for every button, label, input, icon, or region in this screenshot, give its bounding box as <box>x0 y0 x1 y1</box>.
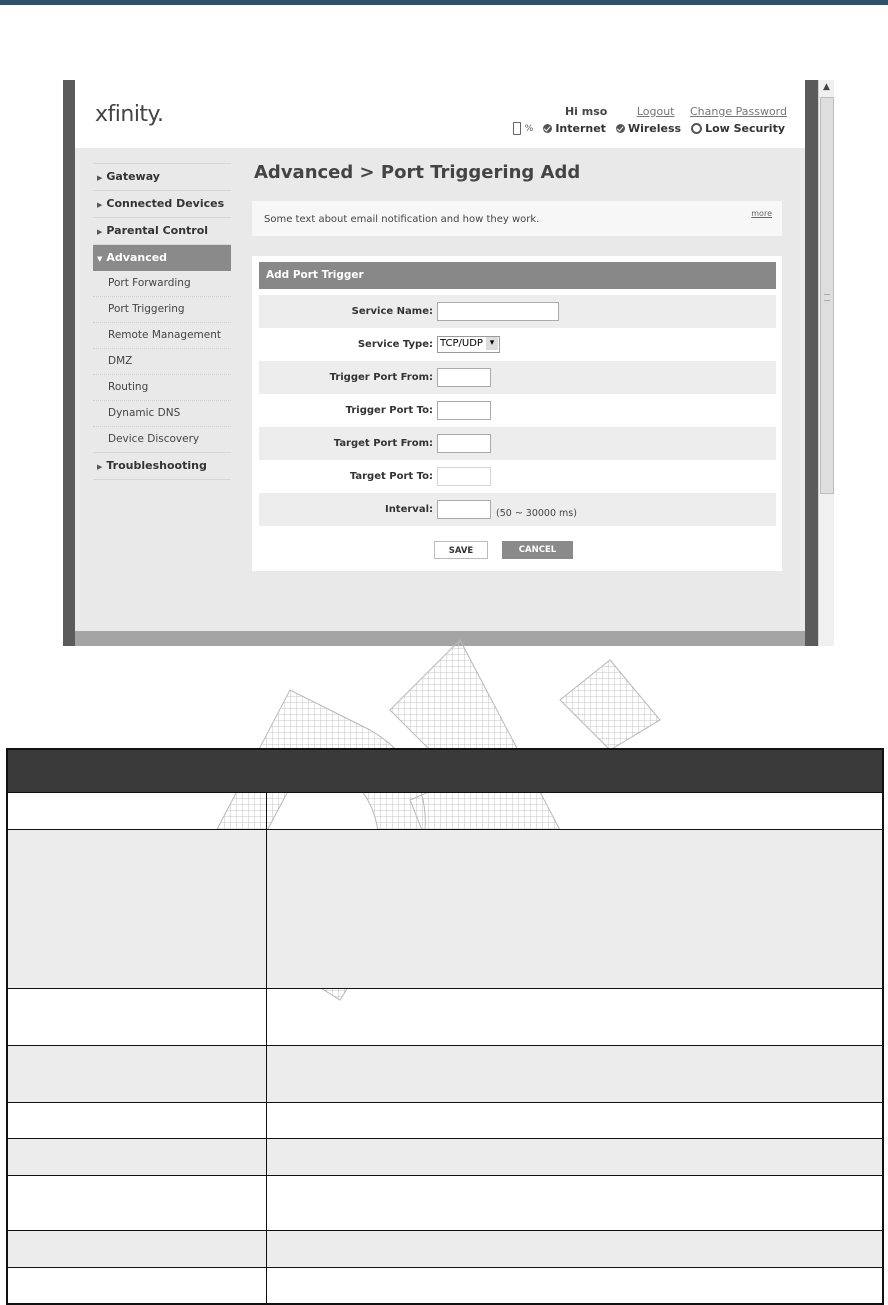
table-cell <box>267 1176 882 1230</box>
status-wireless <box>616 122 681 135</box>
trigger-port-from-input[interactable] <box>437 368 491 387</box>
user-links <box>565 105 787 118</box>
sidebar-item-troubleshooting[interactable] <box>93 452 231 480</box>
table-cell <box>8 1176 267 1230</box>
service-name-input[interactable] <box>437 302 559 321</box>
caret-right-icon: ▶ <box>97 201 103 209</box>
page-footer <box>75 631 805 646</box>
trigger-port-from-row <box>259 361 776 394</box>
table-cell <box>267 793 882 829</box>
info-notice <box>252 201 782 236</box>
sidebar-subitem-remote-management[interactable]: Remote Management <box>93 323 231 349</box>
sidebar-subitem-device-discovery[interactable]: Device Discovery <box>108 433 200 445</box>
sidebar-item-label: Advanced <box>106 251 168 264</box>
service-type-row <box>259 328 776 361</box>
caret-right-icon: ▶ <box>97 174 103 182</box>
sidebar-item-advanced[interactable] <box>93 244 231 271</box>
cancel-button[interactable]: CANCEL <box>502 541 573 559</box>
service-type-label: Service Type: <box>357 339 433 350</box>
table-row <box>8 1175 882 1230</box>
table-cell <box>267 830 882 988</box>
table-row <box>8 988 882 1045</box>
target-port-to-label: Target Port To: <box>349 471 433 482</box>
gateway-page <box>75 80 805 646</box>
table-cell <box>267 1046 882 1102</box>
table-cell <box>8 1268 267 1303</box>
sidebar-subitem-dmz[interactable]: DMZ <box>93 349 231 375</box>
table-cell <box>267 1268 882 1303</box>
service-name-label: Service Name: <box>351 306 433 317</box>
scrollbar-thumb[interactable] <box>820 97 834 494</box>
battery-percent: % <box>524 123 534 134</box>
sidebar-nav <box>93 163 231 480</box>
battery-icon <box>513 122 521 135</box>
page-title: Advanced > Port Triggering Add <box>254 162 581 183</box>
target-port-from-row <box>259 427 776 460</box>
interval-row <box>259 493 776 526</box>
trigger-port-to-input[interactable] <box>437 401 491 420</box>
table-row <box>8 792 882 829</box>
table-cell <box>8 830 267 988</box>
form-header: Add Port Trigger <box>259 262 776 289</box>
sidebar-item-label: Parental Control <box>106 224 209 237</box>
trigger-port-from-label: Trigger Port From: <box>329 372 433 383</box>
logout-link[interactable]: Logout <box>636 105 675 118</box>
more-link[interactable]: more <box>751 209 772 218</box>
sidebar-item-parental-control[interactable] <box>93 217 231 244</box>
caret-right-icon: ▶ <box>97 228 103 236</box>
sidebar-item-label: Gateway <box>106 170 160 183</box>
service-type-select[interactable]: TCP/UDP ▾ <box>437 336 500 353</box>
table-cell <box>8 989 267 1045</box>
sidebar-subitem-port-triggering[interactable]: Port Triggering <box>93 297 231 323</box>
sidebar-item-connected-devices[interactable] <box>93 190 231 217</box>
table-cell <box>8 1139 267 1175</box>
service-name-row <box>259 295 776 328</box>
table-cell <box>267 1103 882 1138</box>
page-header <box>75 80 805 148</box>
check-circle-icon <box>616 124 625 133</box>
check-circle-icon <box>543 124 552 133</box>
table-row <box>8 1138 882 1175</box>
table-row <box>8 1230 882 1267</box>
greeting: Hi mso <box>564 105 608 118</box>
interval-hint: (50 ~ 30000 ms) <box>496 508 577 519</box>
target-port-to-input[interactable] <box>437 467 491 486</box>
target-port-to-row <box>259 460 776 493</box>
sidebar-item-label: Connected Devices <box>106 197 225 210</box>
interval-input[interactable] <box>437 500 491 519</box>
sidebar-item-gateway[interactable] <box>93 163 231 190</box>
add-port-trigger-form <box>252 256 782 571</box>
caret-right-icon: ▶ <box>97 463 103 471</box>
document-top-rule <box>0 0 888 5</box>
status-security <box>691 122 785 135</box>
status-wireless-label: Wireless <box>627 122 682 135</box>
table-row <box>8 1045 882 1102</box>
save-button[interactable]: SAVE <box>434 541 488 559</box>
field-description-table <box>6 748 884 1305</box>
trigger-port-to-row <box>259 394 776 427</box>
status-internet-label: Internet <box>555 122 606 135</box>
status-internet <box>543 122 606 135</box>
ring-icon <box>691 123 702 134</box>
table-cell <box>267 1139 882 1175</box>
vertical-scrollbar[interactable] <box>818 80 834 646</box>
xfinity-logo: xfinity. <box>95 102 164 127</box>
grip-icon <box>824 294 830 301</box>
sidebar-subitem-routing[interactable]: Routing <box>93 375 231 401</box>
trigger-port-to-label: Trigger Port To: <box>345 405 433 416</box>
table-cell <box>267 989 882 1045</box>
table-cell <box>8 1046 267 1102</box>
scroll-up-icon[interactable]: ▲ <box>823 82 830 92</box>
table-cell <box>8 793 267 829</box>
table-cell <box>267 1231 882 1267</box>
table-row <box>8 829 882 988</box>
sidebar-item-label: Troubleshooting <box>106 459 207 472</box>
status-bar <box>513 122 785 135</box>
browser-screenshot <box>63 80 834 646</box>
notice-text: Some text about email notification and how they work. <box>264 214 540 225</box>
change-password-link[interactable]: Change Password <box>690 105 787 118</box>
status-security-label: Low Security <box>705 122 785 135</box>
interval-label: Interval: <box>384 504 433 515</box>
target-port-from-input[interactable] <box>437 434 491 453</box>
table-row <box>8 1102 882 1138</box>
caret-down-icon: ▼ <box>97 255 103 263</box>
table-row <box>8 1267 882 1303</box>
table-cell <box>8 1231 267 1267</box>
target-port-from-label: Target Port From: <box>333 438 433 449</box>
sidebar-subitem-port-forwarding[interactable]: Port Forwarding <box>93 271 231 297</box>
table-cell <box>8 1103 267 1138</box>
sidebar-subitem-dynamic-dns[interactable]: Dynamic DNS <box>93 401 231 427</box>
table-header <box>8 750 882 792</box>
